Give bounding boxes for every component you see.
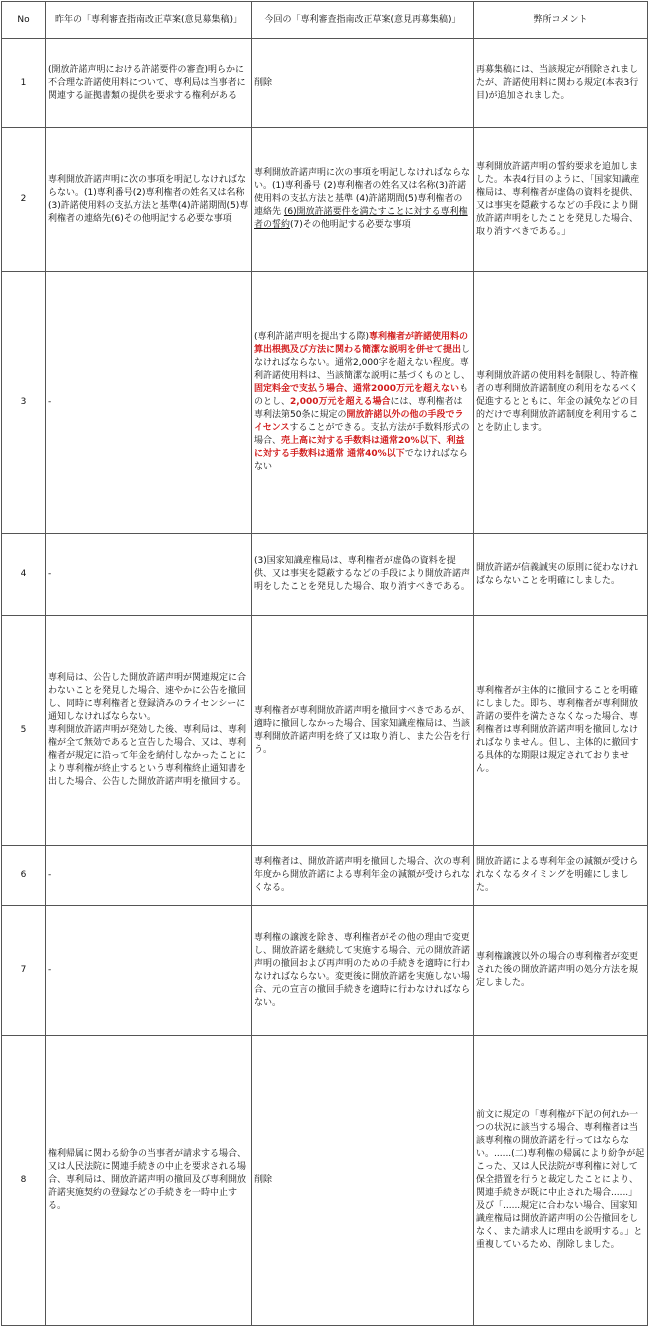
previous-draft-cell: 専利局は、公告した開放許諾声明が関連規定に合わないことを発見した場合、速やかに公告を撤回し、同時に専利権者と登録済みのライセンシーに通知しなければならない。 専利開放許諾声明が発効した後、専利局は、専利権が全て無効であると宣告した場合、又は、専利権者が規定に沿って年金を納付しなかったことにより専利権が終止するという専利権終止通知書を出した場合、公告した開放許諾声明を撤回する。 — [46, 616, 252, 846]
comment-cell: 開放許諾による専利年金の減額が受けられなくなるタイミングを明確にしました。 — [474, 846, 648, 906]
current-draft-cell: 専利権の譲渡を除き、専利権者がその他の理由で変更し、開放許諾を継続して実施する場合、元の開放許諾声明の撤回および再声明のための手続きを適時に行わなければならない。変更後に開放許諾を実施しない場合、元の宣言の撤回手続きを適時に行わなければならない。 — [252, 906, 474, 1036]
header-no: No — [2, 2, 46, 39]
row-number: 7 — [2, 906, 46, 1036]
header-row — [2, 2, 648, 39]
table-row — [2, 1036, 648, 1326]
current-draft-cell: 削除 — [252, 39, 474, 128]
previous-draft-cell: - — [46, 906, 252, 1036]
table-row — [2, 846, 648, 906]
current-draft-cell — [252, 128, 474, 272]
row-number: 8 — [2, 1036, 46, 1326]
current-draft-cell: (3)国家知識産権局は、専利権者が虚偽の資料を提供、又は事実を隠蔽するなどの手段により開放許諾声明をしたことを発見した場合、取り消すべきである。 — [252, 534, 474, 616]
row-number: 5 — [2, 616, 46, 846]
previous-draft-cell: - — [46, 272, 252, 534]
current-text: には、専利権者は専利法第50条に規定の — [254, 397, 463, 420]
current-draft-cell: 削除 — [252, 1036, 474, 1326]
comment-cell: 開放許諾が信義誠実の原則に従わなければならないことを明確にしました。 — [474, 534, 648, 616]
header-current-draft: 今回の「専利審査指南改正草案(意見再募集稿)」 — [252, 2, 474, 39]
current-text: ものとし、 — [254, 384, 469, 407]
row-number: 1 — [2, 39, 46, 128]
table-row — [2, 128, 648, 272]
row-number: 3 — [2, 272, 46, 534]
added-pledge-text: (6)開放許諾要件を満たすことに対する専利権者の誓約 — [254, 207, 468, 230]
current-text: しなければならない。通常2,000字を超えない程度。専利許諾使用料は、当該簡潔な説明に基づくものとし、 — [254, 345, 471, 381]
header-comment: 弊所コメント — [474, 2, 648, 39]
previous-draft-cell: (開放許諾声明における許諾要件の審査)明らかに不合理な許諾使用料について、専利局は当事者に関連する証拠書類の提供を要求する権利がある — [46, 39, 252, 128]
current-draft-cell: 専利権者は、開放許諾声明を撤回した場合、次の専利年度から開放許諾による専利年金の減額が受けられなくなる。 — [252, 846, 474, 906]
current-draft-cell — [252, 272, 474, 534]
table-row — [2, 906, 648, 1036]
comment-cell: 専利権譲渡以外の場合の専利権者が変更された後の開放許諾声明の処分方法を規定しました。 — [474, 906, 648, 1036]
current-draft-cell: 専利権者が専利開放許諾声明を撤回すべきであるが、適時に撤回しなかった場合、国家知識産権局は、当該専利開放許諾声明を終了又は取り消し、また公告を行う。 — [252, 616, 474, 846]
table-row — [2, 534, 648, 616]
row-number: 2 — [2, 128, 46, 272]
highlight-text: 開放許諾以外の他の手段でライセンス — [254, 410, 464, 433]
table-row — [2, 39, 648, 128]
previous-draft-cell: 権利帰属に関わる紛争の当事者が請求する場合、又は人民法院に関連手続きの中止を要求される場合、専利局は、開放許諾声明の撤回及び専利開放許諾実施契約の登録などの手続きを一時中止する。 — [46, 1036, 252, 1326]
row-number: 6 — [2, 846, 46, 906]
previous-draft-cell: - — [46, 846, 252, 906]
previous-draft-cell: - — [46, 534, 252, 616]
comment-cell: 前文に規定の「専利権が下記の何れか一つの状況に該当する場合、専利権者は当該専利権の開放許諾を行ってはならない。......(二)専利権の帰属により紛争が起こった、又は人民法院が専利権に対して保全措置を行うと裁定したことにより、関連手続きが既に中止された場合......」及び「......規定に合わない場合、国家知識産権局は開放許諾声明の公告撤回をしなく、また請求人に理由を説明する。」と重複しているため、削除しました。 — [474, 1036, 648, 1326]
header-previous-draft: 昨年の「専利審査指南改正草案(意見募集稿)」 — [46, 2, 252, 39]
comment-cell: 専利権者が主体的に撤回することを明確にしました。即ち、専利権者が専利開放許諾の要件を満たさなくなった場合、専利権者は専利開放許諾声明を撤回しなければなりません。但し、主体的に撤回する具体的な期限は規定されておりません。 — [474, 616, 648, 846]
comment-cell: 専利開放許諾の使用料を制限し、特許権者の専利開放許諾制度の利用をなるべく促進するとともに、年金の減免などの目的だけで専利開放許諾制度を利用することを防止します。 — [474, 272, 648, 534]
current-text: (専利許諾声明を提出する際) — [254, 332, 370, 342]
table-row — [2, 616, 648, 846]
comment-cell: 再募集稿には、当該規定が削除されましたが、許諾使用料に関わる規定(本表3行目)が追加されました。 — [474, 39, 648, 128]
comparison-table — [1, 1, 648, 1326]
highlight-text: 2,000万元を超える場合 — [290, 397, 391, 407]
current-text: 専利開放許諾声明に次の事項を明記しなければならない。(1)専利番号 (2)専利権者の姓名又は名称(3)許諾使用料の支払方法と基準 (4)許諾期間(5)専利権者の連絡先 — [254, 168, 471, 217]
highlight-text: 固定料金で支払う場合、通常2000万元を超えない — [254, 384, 460, 394]
previous-draft-cell: 専利開放許諾声明に次の事項を明記しなければならない。(1)専利番号(2)専利権者の姓名又は名称(3)許諾使用料の支払方法と基準(4)許諾期間(5)専利権者の連絡先(6)その他明記する必要な事項 — [46, 128, 252, 272]
highlight-text: 専利権者が許諾使用料の算出根拠及び方法に関わる簡潔な説明を併せて提出 — [254, 332, 469, 355]
comment-cell: 専利開放許諾声明の誓約要求を追加しました。本表4行目のように、「国家知識産権局は、専利権者が虚偽の資料を提供、又は事実を隠蔽するなどの手段により開放許諾声明をしたことを発見した場合、取り消すべきである。」 — [474, 128, 648, 272]
current-text: (7)その他明記する必要な事項 — [290, 220, 411, 230]
table-row — [2, 272, 648, 534]
highlight-text: 売上高に対する手数料は通常20%以下、利益に対する手数料は通常 通常40%以下 — [254, 436, 465, 459]
current-text: することができる。支払方法が手数料形式の場合、 — [254, 423, 470, 446]
row-number: 4 — [2, 534, 46, 616]
current-text: でなければならない — [254, 449, 468, 472]
